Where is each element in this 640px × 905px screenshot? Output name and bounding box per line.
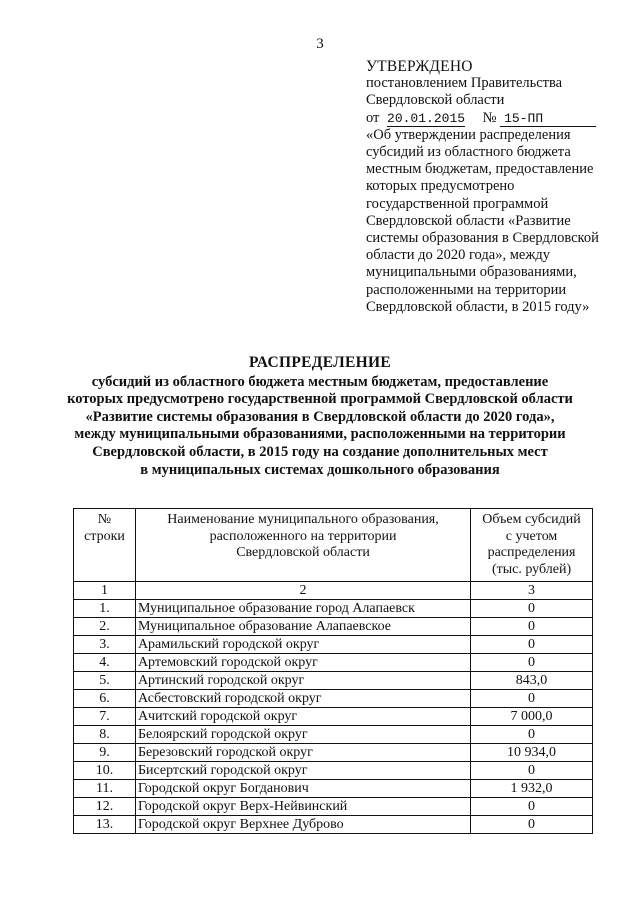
subsidy-value: 0 [471,690,593,708]
approval-date: 20.01.2015 [387,110,466,126]
municipality-name: Городской округ Верх-Нейвинский [135,798,470,816]
distribution-table [73,508,593,834]
approval-block [366,58,628,316]
approval-quote-line: расположенными на территории [366,281,567,298]
row-number: 9. [74,744,136,762]
header-text: (тыс. рублей) [491,561,572,577]
subsidy-value: 0 [471,816,593,834]
subsidy-value: 0 [471,726,593,744]
table-row [74,636,593,654]
approval-quote-line: государственной программой [366,195,549,212]
header-text: распределения [487,545,576,560]
table-row [74,816,593,834]
header-subsidy-amount [471,509,593,582]
row-number: 3. [74,636,136,654]
header-text: расположенного на территории [209,528,397,544]
table-row [74,726,593,744]
header-text: Объем субсидий [482,512,581,527]
table-row [74,798,593,816]
heading-line: между муниципальными образованиями, расположенными на территории [74,426,566,443]
page-number: 3 [316,36,324,52]
approval-quote-line: системы образования в Свердловской [366,230,599,247]
index-cell: 2 [135,582,470,600]
approval-quote-line: «Об утверждении распределения [366,126,571,143]
row-number: 10. [74,762,136,780]
row-number: 4. [74,654,136,672]
row-number: 7. [74,708,136,726]
heading-title: РАСПРЕДЕЛЕНИЕ [249,354,391,371]
subsidy-value: 843,0 [471,672,593,690]
municipality-name: Ачитский городской округ [135,708,470,726]
row-number: 11. [74,780,136,798]
index-cell: 3 [471,582,593,600]
header-text: строки [84,528,125,544]
municipality-name: Артинский городской округ [135,672,470,690]
subsidy-value: 10 934,0 [471,744,593,762]
header-text: с учетом [505,528,558,544]
table-row [74,654,593,672]
table-row [74,708,593,726]
heading-line: которых предусмотрено государственной программой Свердловской области [67,391,573,408]
table-row [74,690,593,708]
heading-line: субсидий из областного бюджета местным бюджетам, предоставление [91,373,549,390]
row-number: 6. [74,690,136,708]
row-number: 1. [74,600,136,618]
subsidy-value: 0 [471,654,593,672]
table-row [74,618,593,636]
header-row-number [74,509,136,582]
table-row [74,762,593,780]
approval-quote-line: Свердловской области «Развитие [366,212,571,229]
approval-quote-line: которых предусмотрено [366,178,515,195]
heading-line: «Развитие системы образования в Свердловской области до 2020 года», [85,408,555,425]
heading-line: в муниципальных системах дошкольного образования [140,461,500,478]
subsidy-value: 7 000,0 [471,708,593,726]
row-number: 8. [74,726,136,744]
approval-date-line [366,110,628,127]
municipality-name: Бисертский городской округ [135,762,470,780]
header-text: Свердловской области [236,545,370,560]
municipality-name: Городской округ Верхнее Дуброво [135,816,470,834]
table-row [74,672,593,690]
municipality-name: Муниципальное образование город Алапаевск [135,600,470,618]
index-cell: 1 [74,582,136,600]
approval-title: УТВЕРЖДЕНО [366,58,473,75]
row-number: 13. [74,816,136,834]
approval-line-2: Свердловской области [366,92,505,109]
municipality-name: Березовский городской округ [135,744,470,762]
row-number: 5. [74,672,136,690]
subsidy-value: 0 [471,600,593,618]
date-prefix: от [366,109,380,126]
header-text: № [97,512,112,527]
heading-line: Свердловской области, в 2015 году на создание дополнительных мест [92,443,548,460]
header-text: Наименование муниципального образования, [167,512,439,527]
table-row [74,600,593,618]
row-number: 12. [74,798,136,816]
approval-quote-line: Свердловской области, в 2015 году» [366,298,590,315]
document-heading [60,354,580,479]
municipality-name: Муниципальное образование Алапаевское [135,618,470,636]
municipality-name: Городской округ Богданович [135,780,470,798]
row-number: 2. [74,618,136,636]
municipality-name: Артемовский городской округ [135,654,470,672]
approval-quote-line: субсидий из областного бюджета [366,144,571,161]
approval-line-1: постановлением Правительства [366,75,563,92]
subsidy-value: 0 [471,762,593,780]
municipality-name: Белоярский городской округ [135,726,470,744]
table-row [74,744,593,762]
table-header-row [74,509,593,582]
subsidy-value: 1 932,0 [471,780,593,798]
subsidy-value: 0 [471,636,593,654]
approval-quote-line: муниципальными образованиями, [366,264,577,281]
subsidy-value: 0 [471,618,593,636]
municipality-name: Асбестовский городской округ [135,690,470,708]
approval-number: 15-ПП [500,112,596,127]
header-municipality [135,509,470,582]
table-row [74,780,593,798]
municipality-name: Арамильский городской округ [135,636,470,654]
number-prefix: № [482,109,497,126]
approval-quote-line: области до 2020 года», между [366,247,550,264]
subsidy-value: 0 [471,798,593,816]
column-index-row [74,582,593,600]
approval-quote-line: местным бюджетам, предоставление [366,161,594,178]
